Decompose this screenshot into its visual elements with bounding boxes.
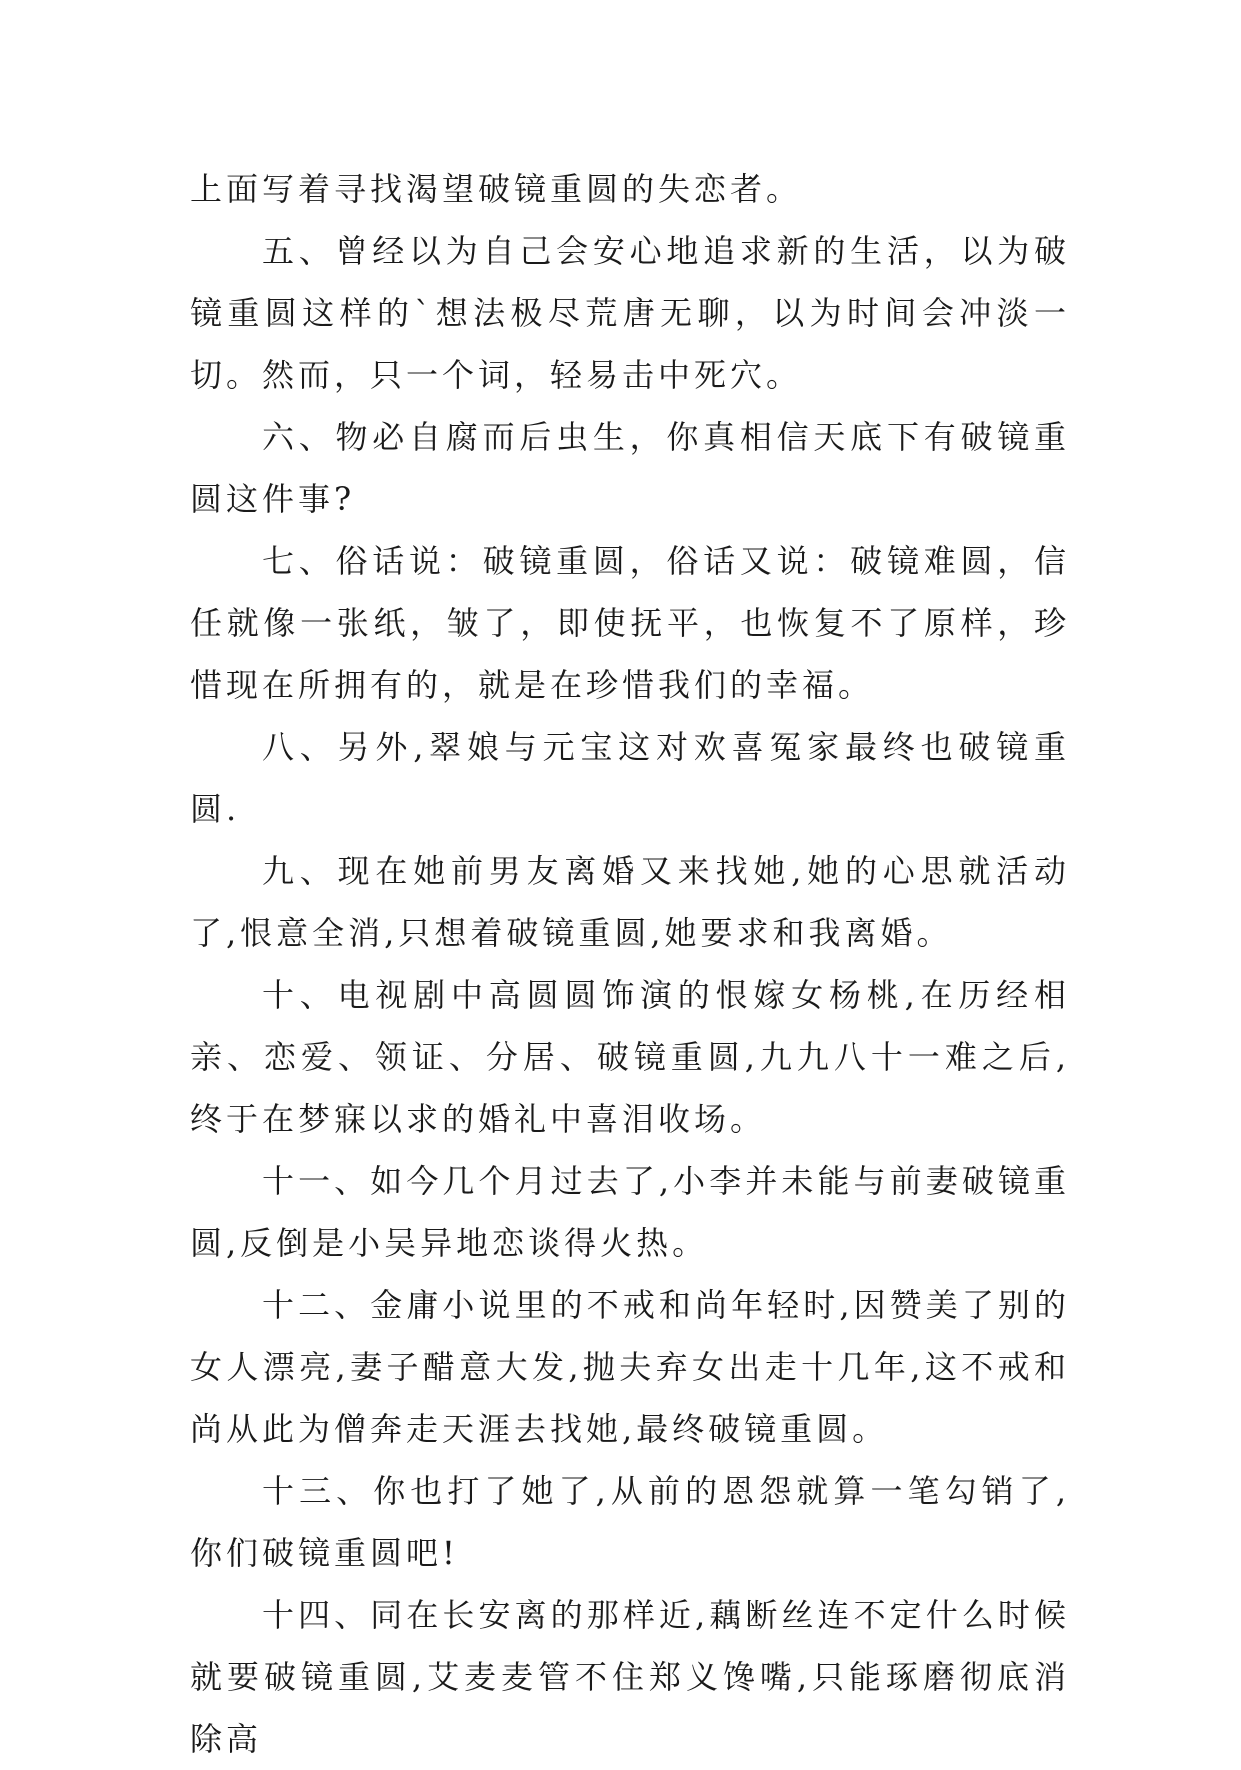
paragraph-continuation: 上面写着寻找渴望破镜重圆的失恋者。 [190,170,803,208]
paragraph-6: 六、物必自腐而后虫生，你真相信天底下有破镜重圆这件事? [190,418,1070,518]
paragraph-14: 十四、同在长安离的那样近,藕断丝连不定什么时候就要破镜重圆,艾麦麦管不住郑义馋嘴,只能琢磨彻底消除高 [190,1596,1070,1758]
paragraph-13: 十三、你也打了她了,从前的恩怨就算一笔勾销了,你们破镜重圆吧! [190,1472,1070,1572]
paragraph-8: 八、另外,翠娘与元宝这对欢喜冤家最终也破镜重圆. [190,728,1070,828]
paragraph-7: 七、俗话说：破镜重圆，俗话又说：破镜难圆，信任就像一张纸，皱了，即使抚平，也恢复不了原样，珍惜现在所拥有的，就是在珍惜我们的幸福。 [190,542,1070,704]
paragraph-5: 五、曾经以为自己会安心地追求新的生活，以为破镜重圆这样的`想法极尽荒唐无聊，以为时间会冲淡一切。然而，只一个词，轻易击中死穴。 [190,232,1070,394]
paragraph-12: 十二、金庸小说里的不戒和尚年轻时,因赞美了别的女人漂亮,妻子醋意大发,抛夫弃女出走十几年,这不戒和尚从此为僧奔走天涯去找她,最终破镜重圆。 [190,1286,1070,1448]
paragraph-9: 九、现在她前男友离婚又来找她,她的心思就活动了,恨意全消,只想着破镜重圆,她要求和我离婚。 [190,852,1070,952]
paragraph-11: 十一、如今几个月过去了,小李并未能与前妻破镜重圆,反倒是小吴异地恋谈得火热。 [190,1162,1070,1262]
body-text [190,158,1070,1770]
paragraph-10: 十、电视剧中高圆圆饰演的恨嫁女杨桃,在历经相亲、恋爱、领证、分居、破镜重圆,九九八十一难之后,终于在梦寐以求的婚礼中喜泪收场。 [190,976,1070,1138]
